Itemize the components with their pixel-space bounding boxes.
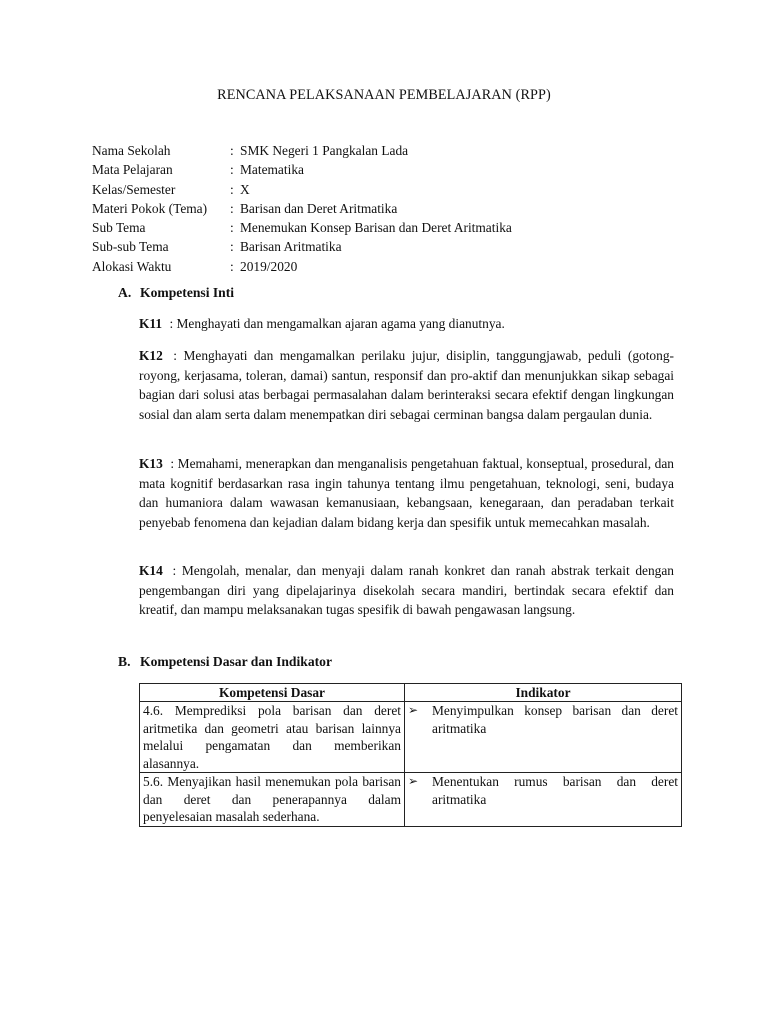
info-value: Matematika [240,162,304,178]
info-colon: : [230,220,234,236]
section-title: Kompetensi Dasar dan Indikator [140,654,332,669]
indikator-cell [405,773,682,827]
info-row [92,257,512,276]
ki-code: K12 [139,348,163,363]
ki-paragraph [139,346,674,424]
ki-text: : Menghayati dan mengamalkan perilaku jujur, disiplin, tanggungjawab, peduli (gotong-royong, kerjasama, toleran, damai) santun, responsif dan pro-aktif dan menunjukkan sikap sebagai bagian dari solusi atas berbagai permasalahan dalam berinteraksi secara efektif dengan lingkungan sosial dan alam serta dalam menempatkan diri sebagai cerminan bangsa dalam pergaulan dunia. [139,348,674,422]
table-row [140,702,682,773]
info-value: SMK Negeri 1 Pangkalan Lada [240,143,409,158]
table-header-indikator: Indikator [405,684,682,702]
section-letter: A. [118,285,132,300]
info-label: Sub Tema [92,220,146,236]
arrow-bullet-icon: ➢ [408,703,419,717]
indikator-text: Menentukan rumus barisan dan deret aritmatika [432,774,678,807]
info-row [92,180,512,199]
ki-code: K13 [139,456,163,471]
info-colon: : [230,143,234,158]
ki-text: : Menghayati dan mengamalkan ajaran agama yang dianutnya. [169,316,505,331]
info-label: Kelas/Semester [92,181,176,197]
ki-text: : Mengolah, menalar, dan menyaji dalam ranah konkret dan ranah abstrak terkait dengan pengembangan diri yang dipelajarinya disekolah secara mandiri, bertindak secara efektif dan kreatif, dan mampu melaksanakan tugas spesifik di bawah pengawasan langsung. [139,563,674,617]
info-row [92,199,512,218]
ki-code: K14 [139,563,163,578]
section-title: Kompetensi Inti [140,285,235,300]
section-heading-b [118,652,332,671]
info-value: Menemukan Konsep Barisan dan Deret Aritmatika [240,220,512,236]
indikator-cell [405,702,682,773]
info-colon: : [230,162,234,178]
info-row [92,160,512,179]
document-title: RENCANA PELAKSANAAN PEMBELAJARAN (RPP) [217,87,551,103]
identity-block [92,141,512,276]
indikator-text: Menyimpulkan konsep barisan dan deret aritmatika [432,703,678,736]
ki-paragraph [139,454,674,532]
info-label: Nama Sekolah [92,143,171,158]
arrow-bullet-icon: ➢ [408,774,419,788]
info-colon: : [230,239,234,255]
kd-cell: 4.6. Memprediksi pola barisan dan deret aritmetika dan geometri atau barisan lainnya melalui pengamatan dan memberikan alasannya. [140,702,405,773]
info-label: Mata Pelajaran [92,162,173,178]
ki-paragraph [139,314,674,334]
ki-paragraph [139,561,674,620]
kd-indicator-table [139,683,682,827]
info-row [92,141,512,160]
kd-cell: 5.6. Menyajikan hasil menemukan pola barisan dan deret dan penerapannya dalam penyelesaian masalah sederhana. [140,773,405,827]
info-colon: : [230,181,234,197]
info-value: Barisan Aritmatika [240,239,342,255]
table-header-kd: Kompetensi Dasar [140,684,405,702]
table-row [140,773,682,827]
table-header-row [140,684,682,702]
info-row [92,237,512,256]
info-colon: : [230,258,234,274]
ki-text: : Memahami, menerapkan dan menganalisis pengetahuan faktual, konseptual, prosedural, dan mata kognitif berdasarkan rasa ingin tahunya tentang ilmu pengetahuan, teknologi, seni, budaya dan humaniora dalam wawasan kemanusiaan, kebangsaan, kenegaraan, dan peradaban terkait penyebab fenomena dan kejadian dalam bidang kerja dan spesifik untuk memecahkan masalah. [139,456,674,530]
ki-code: K11 [139,316,163,331]
section-heading-a [118,283,234,302]
section-letter: B. [118,654,131,669]
info-value: 2019/2020 [240,258,298,274]
info-value: X [240,181,250,197]
info-label: Materi Pokok (Tema) [92,200,208,216]
info-label: Sub-sub Tema [92,239,169,255]
info-row [92,218,512,237]
info-value: Barisan dan Deret Aritmatika [240,200,398,216]
info-label: Alokasi Waktu [92,258,172,274]
info-colon: : [230,200,234,216]
